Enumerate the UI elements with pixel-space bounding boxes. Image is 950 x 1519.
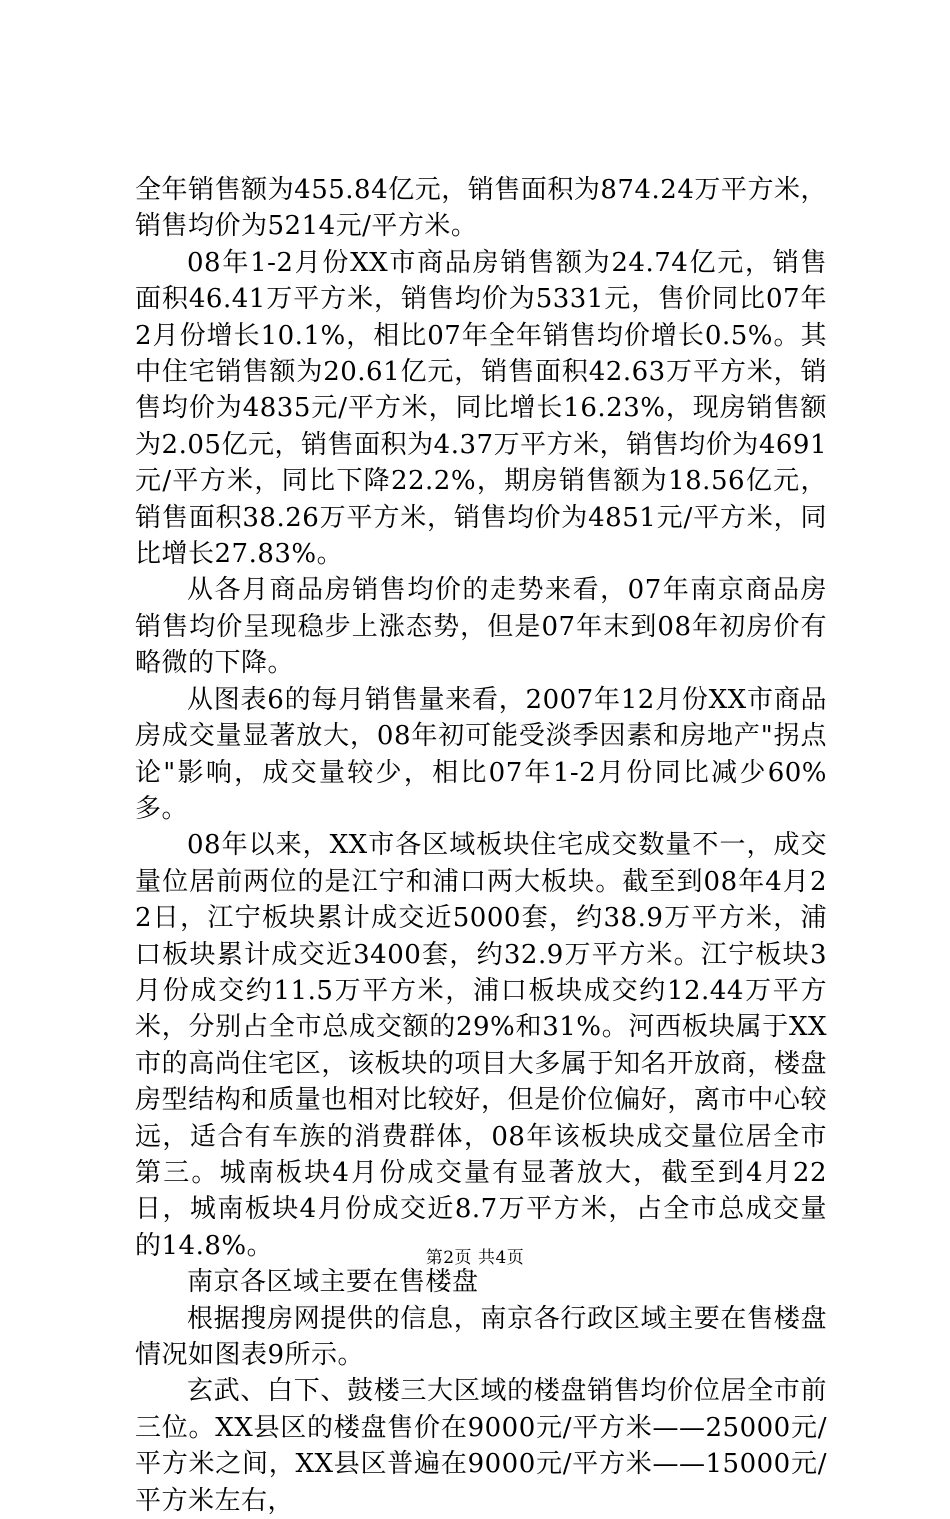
paragraph-sales-summary: 全年销售额为455.84亿元，销售面积为874.24万平方米，销售均价为5214元/平方米。	[135, 175, 827, 242]
paragraph-district-prices: 玄武、白下、鼓楼三大区域的楼盘销售均价位居全市前三位。XX县区的楼盘售价在9000元/平方米——25000元/平方米之间，XX县区普遍在9000元/平方米——15000元/平方米左右，	[135, 1376, 827, 1516]
page-footer: 第2页 共4页	[425, 1248, 525, 1268]
section-heading: 南京各区域主要在售楼盘	[187, 1267, 479, 1298]
paragraph-source-note: 根据搜房网提供的信息，南京各行政区域主要在售楼盘情况如图表9所示。	[135, 1303, 827, 1370]
paragraph-district-volume: 08年以来，XX市各区域板块住宅成交数量不一，成交量位居前两位的是江宁和浦口两大板块。截至到08年4月22日，江宁板块累计成交近5000套，约38.9万平方米，浦口板块累计成交近3400套，约32.9万平方米。江宁板块3月份成交约11.5万平方米，浦口板块成交约12.44万平方米，分别占全市总成交额的29%和31%。河西板块属于XX市的高尚住宅区，该板块的项目大多属于知名开放商，楼盘房型结构和质量也相对比较好，但是价位偏好，离市中心较远，适合有车族的消费群体，08年该板块成交量位居全市第三。城南板块4月份成交量有显著放大，截至到4月22日，城南板块4月份成交近8.7万平方米，占全市总成交量的14.8%。	[135, 830, 827, 1261]
paragraph-monthly-volume: 从图表6的每月销售量来看，2007年12月份XX市商品房成交量显著放大，08年初可能受淡季因素和房地产"拐点论"影响，成交量较少，相比07年1-2月份同比减少60%多。	[135, 684, 827, 824]
paragraph-jan-feb-sales: 08年1-2月份XX市商品房销售额为24.74亿元，销售面积46.41万平方米，销售均价为5331元，售价同比07年2月份增长10.1%，相比07年全年销售均价增长0.5%。其中住宅销售额为20.61亿元，销售面积42.63万平方米，销售均价为4835元/平方米，同比增长16.23%，现房销售额为2.05亿元，销售面积为4.37万平方米，销售均价为4691元/平方米，同比下降22.2%，期房销售额为18.56亿元，销售面积38.26万平方米，销售均价为4851元/平方米，同比增长27.83%。	[135, 247, 827, 570]
paragraph-price-trend: 从各月商品房销售均价的走势来看，07年南京商品房销售均价呈现稳步上涨态势，但是07年末到08年初房价有略微的下降。	[135, 575, 827, 679]
document-body	[135, 172, 827, 1519]
